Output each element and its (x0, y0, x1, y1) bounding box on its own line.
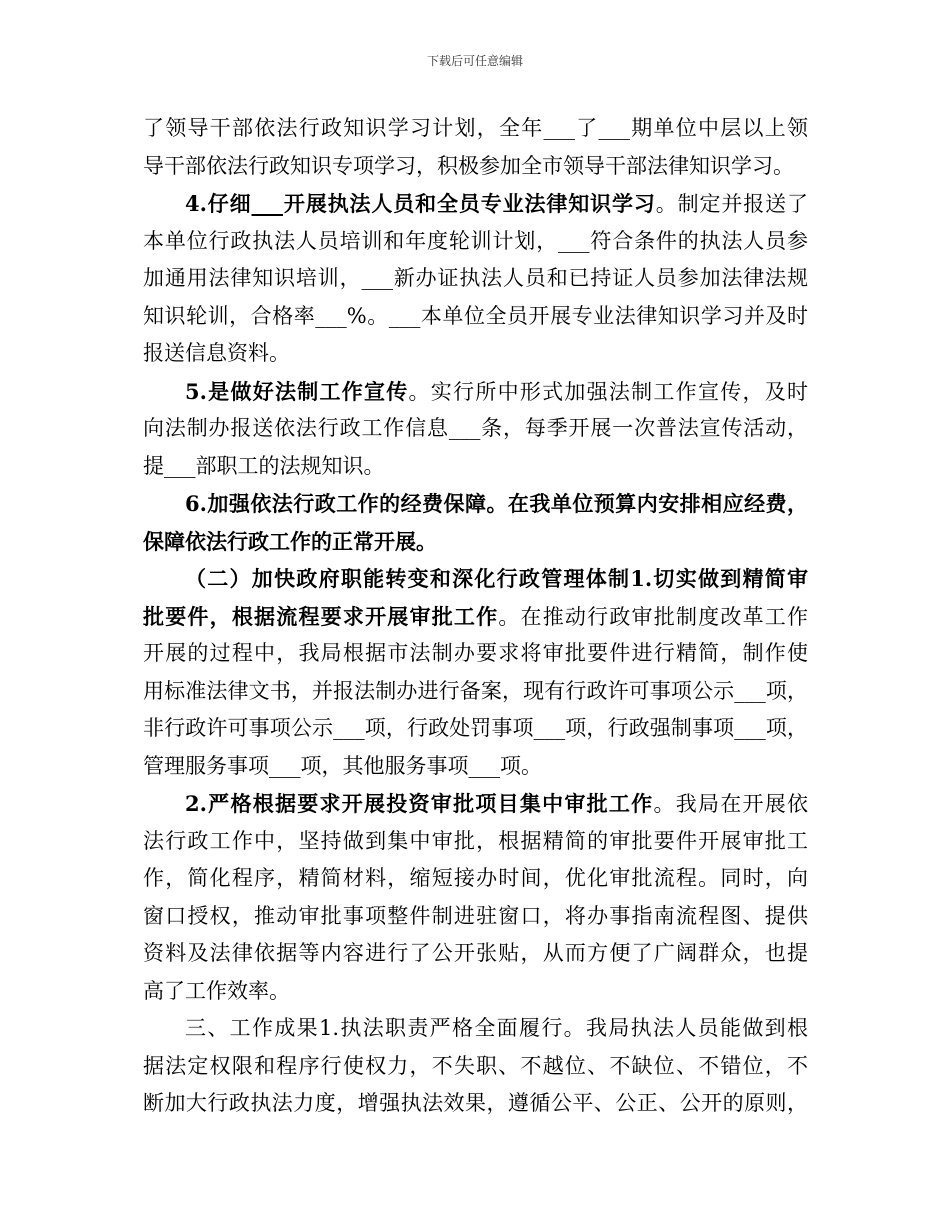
line-text: 管理服务事项___项，其他服务事项___项。 (143, 753, 542, 778)
text-line (143, 1048, 808, 1086)
text-line (143, 635, 808, 673)
text-line (143, 448, 808, 486)
document-body (143, 110, 808, 1123)
line-text: 三、工作成果1.执法职责严格全面履行。我局执法人员能做到根 (185, 1016, 808, 1040)
bold-heading: 2.严格根据要求开展投资审批项目集中审批工作 (185, 791, 654, 816)
line-text: 知识轮训，合格率___%。___本单位全员开展专业法律知识学习并及时 (143, 303, 808, 328)
text-line (143, 485, 808, 523)
line-text: 加通用法律知识培训，___新办证执法人员和已持证人员参加法律法规 (143, 266, 808, 290)
line-text: 。实行所中形式加强法制工作宣传，及时 (408, 379, 808, 404)
bold-heading: 批要件，根据流程要求开展审批工作 (143, 603, 499, 629)
text-line (143, 335, 808, 373)
text-line (143, 973, 808, 1011)
text-line (143, 935, 808, 973)
line-text: 。我局在开展依 (653, 792, 809, 816)
line-text: 窗口授权，推动审批事项整件制进驻窗口，将办事指南流程图、提供 (143, 903, 808, 928)
text-line (143, 110, 808, 148)
text-line (143, 560, 808, 598)
text-line (143, 598, 808, 636)
text-line (143, 673, 808, 711)
text-line (143, 1010, 808, 1048)
line-text: 法行政工作中，坚持做到集中审批，根据精简的审批要件开展审批工 (143, 828, 808, 853)
line-text: 用标准法律文书，并报法制办进行备案，现有行政许可事项公示___项， (143, 678, 808, 703)
line-text: 非行政许可事项公示___项，行政处罚事项___项，行政强制事项___项， (143, 716, 808, 740)
line-text: 开展的过程中，我局根据市法制办要求将审批要件进行精简，制作使 (143, 641, 808, 665)
text-line (143, 748, 808, 786)
bold-heading: 4.仔细___开展执法人员和全员专业法律知识学习 (185, 191, 656, 216)
text-line (143, 148, 808, 186)
text-line (143, 898, 808, 936)
text-line (143, 710, 808, 748)
text-line (143, 298, 808, 336)
line-text: 报送信息资料。 (143, 341, 290, 365)
line-text: 向法制办报送依法行政工作信息___条，每季开展一次普法宣传活动， (143, 416, 808, 440)
line-text: 作，简化程序，精简材料，缩短接办时间，优化审批流程。同时，向 (143, 866, 808, 890)
line-text: 导干部依法行政知识专项学习，积极参加全市领导干部法律知识学习。 (143, 153, 794, 178)
text-line (143, 785, 808, 823)
bold-heading: （二）加快政府职能转变和深化行政管理体制1.切实做到精简审 (185, 566, 808, 591)
line-text: 。制定并报送了 (655, 192, 809, 216)
bold-heading: 保障依法行政工作的正常开展。 (143, 528, 437, 554)
text-line (143, 373, 808, 411)
text-line (143, 1085, 808, 1123)
line-text: 本单位行政执法人员培训和年度轮训计划，___符合条件的执法人员参 (143, 228, 808, 253)
text-line (143, 260, 808, 298)
text-line (143, 410, 808, 448)
text-line (143, 523, 808, 561)
line-text: 提___部职工的法规知识。 (143, 453, 385, 478)
bold-heading: 6.加强依法行政工作的经费保障。在我单位预算内安排相应经费， (185, 491, 808, 516)
line-text: 资料及法律依据等内容进行了公开张贴，从而方便了广阔群众，也提 (143, 941, 808, 965)
text-line (143, 860, 808, 898)
line-text: 了领导干部依法行政知识学习计划，全年___了___期单位中层以上领 (143, 116, 808, 140)
text-line (143, 185, 808, 223)
line-text: 高了工作效率。 (143, 978, 290, 1003)
line-text: 据法定权限和程序行使权力，不失职、不越位、不缺位、不错位，不 (143, 1053, 808, 1078)
line-text: 断加大行政执法力度，增强执法效果，遵循公平、公正、公开的原则， (143, 1091, 808, 1115)
bold-heading: 5.是做好法制工作宣传 (185, 378, 409, 404)
text-line (143, 823, 808, 861)
line-text: 。在推动行政审批制度改革工作 (498, 604, 809, 629)
text-line (143, 223, 808, 261)
page-header: 下载后可任意编辑 (426, 54, 523, 68)
